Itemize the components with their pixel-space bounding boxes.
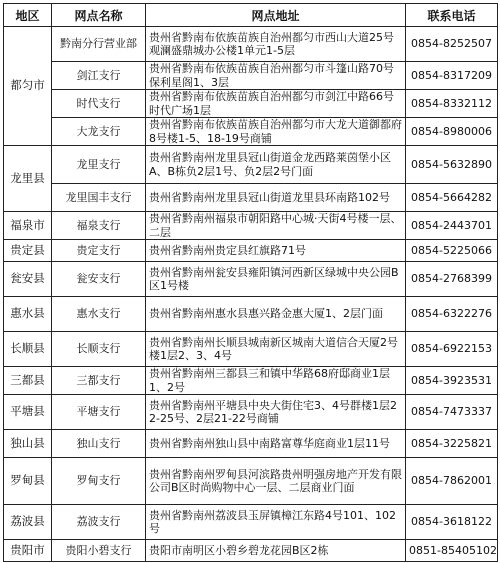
phone-cell: 0854-8980006: [406, 118, 498, 146]
branch-name-cell: 平塘支行: [52, 395, 146, 430]
address-cell: 贵州省黔南州独山县中南路富尊华庭商业1层11号: [146, 430, 406, 458]
address-cell: 贵州省黔南州瓮安县雍阳镇河西新区绿城中央公园B区1号楼: [146, 262, 406, 297]
phone-cell: 0854-7473337: [406, 395, 498, 430]
table-row: [4, 118, 498, 146]
address-cell: 贵州省黔南州平塘县中央大街住宅3、4号群楼1层22-25号、2层21-22号商铺: [146, 395, 406, 430]
table-row: [4, 240, 498, 262]
phone-cell: 0854-8252507: [406, 27, 498, 62]
table-row: [4, 90, 498, 118]
branch-name-cell: 贵阳小碧支行: [52, 540, 146, 562]
address-cell: 贵州省黔南州荔波县玉屏镇樟江东路4号101、102号: [146, 505, 406, 540]
address-cell: 贵阳市南明区小碧乡碧龙花园B区2栋: [146, 540, 406, 562]
address-cell: 贵州省黔南州龙里县冠山街道金龙西路莱茵堡小区A、B栋负2层1号、负2层2号门面: [146, 146, 406, 184]
table-row: [4, 184, 498, 212]
region-cell: 长顺县: [4, 332, 52, 367]
address-cell: 贵州省黔南布依族苗族自治州都匀市大龙大道御都府8号楼1-5、18-19号商铺: [146, 118, 406, 146]
branch-name-cell: 长顺支行: [52, 332, 146, 367]
address-cell: 贵州省黔南布依族苗族自治州都匀市斗篷山路70号保利星阁1、3层: [146, 62, 406, 90]
branch-name-cell: 黔南分行营业部: [52, 27, 146, 62]
phone-cell: 0854-2768399: [406, 262, 498, 297]
header-address: 网点地址: [146, 4, 406, 27]
table-row: [4, 505, 498, 540]
header-phone: 联系电话: [406, 4, 498, 27]
phone-cell: 0854-3618122: [406, 505, 498, 540]
branch-name-cell: 时代支行: [52, 90, 146, 118]
branch-name-cell: 贵定支行: [52, 240, 146, 262]
table-row: [4, 332, 498, 367]
branch-name-cell: 三都支行: [52, 367, 146, 395]
region-cell: 瓮安县: [4, 262, 52, 297]
region-cell: 贵定县: [4, 240, 52, 262]
address-cell: 贵州省黔南州福泉市朝阳路中心城·天街4号楼一层、二层: [146, 212, 406, 240]
table-body: [4, 27, 498, 562]
table-row: [4, 146, 498, 184]
branch-name-cell: 大龙支行: [52, 118, 146, 146]
branch-name-cell: 荔波支行: [52, 505, 146, 540]
branch-name-cell: 龙里国丰支行: [52, 184, 146, 212]
region-cell: 平塘县: [4, 395, 52, 430]
address-cell: 贵州省黔南州贵定县红旗路71号: [146, 240, 406, 262]
address-cell: 贵州省黔南布依族苗族自治州都匀市西山大道25号观澜盛鼎城办公楼1单元1-5层: [146, 27, 406, 62]
address-cell: 贵州省黔南州罗甸县河滨路贵州明强房地产开发有限公司B区时尚购物中心一层、二层商业门面: [146, 458, 406, 505]
region-cell: 荔波县: [4, 505, 52, 540]
region-cell: 贵阳市: [4, 540, 52, 562]
branch-table: [3, 3, 498, 562]
phone-cell: 0854-8317209: [406, 62, 498, 90]
branch-table-container: [3, 3, 498, 562]
branch-name-cell: 罗甸支行: [52, 458, 146, 505]
table-row: [4, 262, 498, 297]
table-row: [4, 297, 498, 332]
address-cell: 贵州省黔南州龙里县冠山街道龙里县环南路102号: [146, 184, 406, 212]
region-cell: 福泉市: [4, 212, 52, 240]
phone-cell: 0854-5664282: [406, 184, 498, 212]
branch-name-cell: 惠水支行: [52, 297, 146, 332]
phone-cell: 0851-85405102: [406, 540, 498, 562]
table-header-row: [4, 4, 498, 27]
table-row: [4, 62, 498, 90]
region-cell: 都匀市: [4, 27, 52, 146]
table-row: [4, 212, 498, 240]
table-row: [4, 430, 498, 458]
address-cell: 贵州省黔南州三都县三和镇中华路68府邸商业1层1、2号: [146, 367, 406, 395]
phone-cell: 0854-7862001: [406, 458, 498, 505]
region-cell: 独山县: [4, 430, 52, 458]
phone-cell: 0854-3923531: [406, 367, 498, 395]
table-row: [4, 27, 498, 62]
phone-cell: 0854-5225066: [406, 240, 498, 262]
phone-cell: 0854-2443701: [406, 212, 498, 240]
table-row: [4, 458, 498, 505]
address-cell: 贵州省黔南州长顺县城南新区城南大道信合天厦2号楼1层2、3、4号: [146, 332, 406, 367]
phone-cell: 0854-6322276: [406, 297, 498, 332]
address-cell: 贵州省黔南州惠水县惠兴路金惠大厦1、2层门面: [146, 297, 406, 332]
table-row: [4, 367, 498, 395]
header-branch-name: 网点名称: [52, 4, 146, 27]
region-cell: 龙里县: [4, 146, 52, 212]
address-cell: 贵州省黔南布依族苗族自治州都匀市剑江中路66号时代广场1层: [146, 90, 406, 118]
region-cell: 三都县: [4, 367, 52, 395]
region-cell: 惠水县: [4, 297, 52, 332]
table-row: [4, 395, 498, 430]
phone-cell: 0854-8332112: [406, 90, 498, 118]
region-cell: 罗甸县: [4, 458, 52, 505]
phone-cell: 0854-3225821: [406, 430, 498, 458]
phone-cell: 0854-6922153: [406, 332, 498, 367]
branch-name-cell: 龙里支行: [52, 146, 146, 184]
table-row: [4, 540, 498, 562]
branch-name-cell: 剑江支行: [52, 62, 146, 90]
header-region: 地区: [4, 4, 52, 27]
branch-name-cell: 独山支行: [52, 430, 146, 458]
phone-cell: 0854-5632890: [406, 146, 498, 184]
branch-name-cell: 瓮安支行: [52, 262, 146, 297]
branch-name-cell: 福泉支行: [52, 212, 146, 240]
